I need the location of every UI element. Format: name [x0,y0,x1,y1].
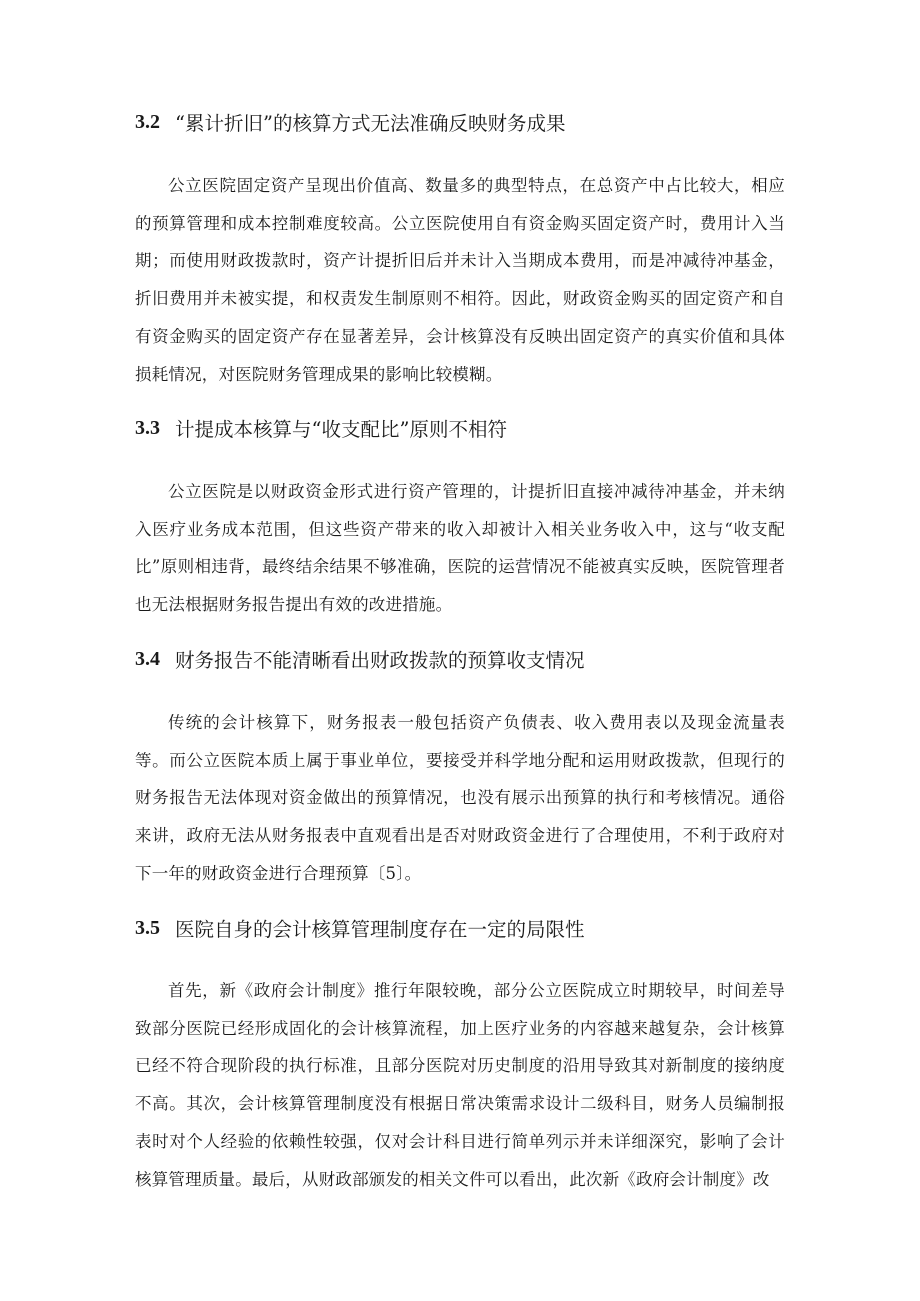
section-number: 3.4 [135,647,160,670]
section-number: 3.5 [135,916,160,939]
section-heading-3-3 [135,412,785,444]
section-heading-3-4 [135,643,785,675]
section-paragraph-3-3: 公立医院是以财政资金形式进行资产管理的，计提折旧直接冲减待冲基金，并未纳入医疗业务成本范围，但这些资产带来的收入却被计入相关业务收入中，这与“收支配比”原则相违背，最终结余结果不够准确，医院的运营情况不能被真实反映，医院管理者也无法根据财务报告提出有效的改进措施。 [135,482,785,615]
section-paragraph-3-4: 传统的会计核算下，财务报表一般包括资产负债表、收入费用表以及现金流量表等。而公立医院本质上属于事业单位，要接受并科学地分配和运用财政拨款，但现行的财务报告无法体现对资金做出的预算情况，也没有展示出预算的执行和考核情况。通俗来讲，政府无法从财务报表中直观看出是否对财政资金进行了合理使用，不利于政府对下一年的财政资金进行合理预算〔5〕。 [135,713,785,883]
section-title: 计提成本核算与“收支配比”原则不相符 [175,418,507,441]
section-title: 财务报告不能清晰看出财政拨款的预算收支情况 [175,649,585,672]
section-title: “累计折旧”的核算方式无法准确反映财务成果 [175,112,566,135]
section-paragraph-3-2: 公立医院固定资产呈现出价值高、数量多的典型特点，在总资产中占比较大，相应的预算管理和成本控制难度较高。公立医院使用自有资金购买固定资产时，费用计入当期；而使用财政拨款时，资产计提折旧后并未计入当期成本费用，而是冲减待冲基金，折旧费用并未被实提，和权责发生制原则不相符。因此，财政资金购买的固定资产和自有资金购买的固定资产存在显著差异，会计核算没有反映出固定资产的真实价值和具体损耗情况，对医院财务管理成果的影响比较模糊。 [135,176,785,384]
section-heading-3-2 [135,106,785,138]
section-title: 医院自身的会计核算管理制度存在一定的局限性 [175,918,585,941]
section-heading-3-5 [135,912,785,944]
section-number: 3.2 [135,110,160,133]
section-number: 3.3 [135,416,160,439]
section-paragraph-3-5: 首先，新《政府会计制度》推行年限较晚，部分公立医院成立时期较早，时间差导致部分医院已经形成固化的会计核算流程，加上医疗业务的内容越来越复杂，会计核算已经不符合现阶段的执行标准，且部分医院对历史制度的沿用导致其对新制度的接纳度不高。其次，会计核算管理制度没有根据日常决策需求设计二级科目，财务人员编制报表时对个人经验的依赖性较强，仅对会计科目进行简单列示并未详细深究，影响了会计核算管理质量。最后，从财政部颁发的相关文件可以看出，此次新《政府会计制度》改 [135,981,785,1189]
